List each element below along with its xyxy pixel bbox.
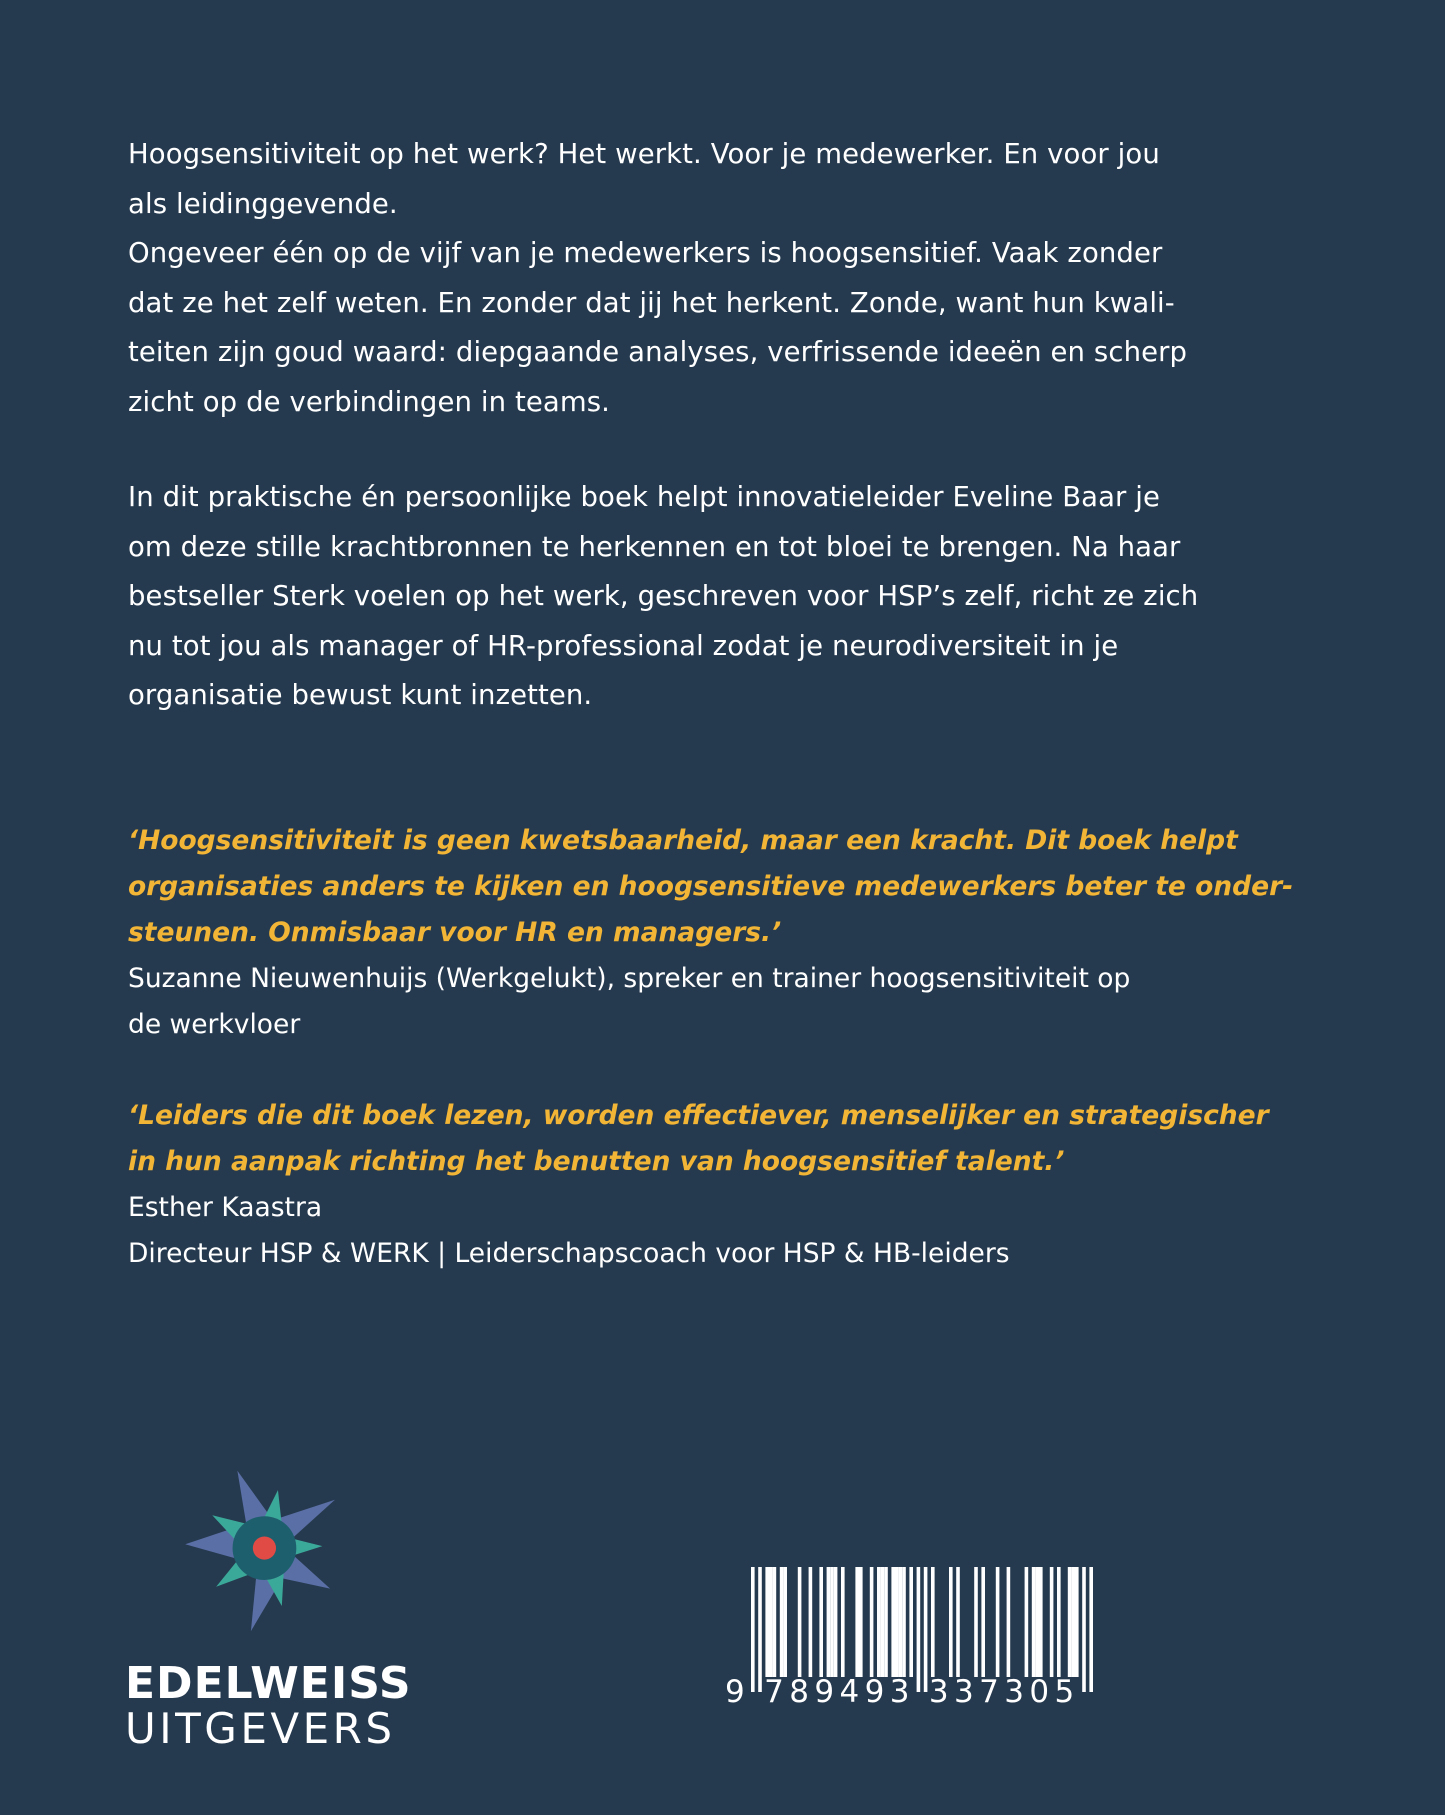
isbn-barcode (725, 1565, 1105, 1740)
barcode-bar (1039, 1567, 1043, 1677)
endorsement-quote: ‘Hoogsensitiviteit is geen kwetsbaarheid, maar een kracht. Dit boek helpt organisaties anders te kijken en hoogsensitieve medewerkers beter te onder- steunen. Onmisbaar voor HR en managers.’ (128, 825, 1294, 948)
barcode-bar (827, 1567, 831, 1677)
barcode-bar (1071, 1567, 1075, 1677)
endorsement-author: Suzanne Nieuwenhuijs (Werkgelukt), spreker en trainer hoogsensitiviteit op de werkvloer (128, 963, 1131, 1040)
barcode-bar (834, 1567, 838, 1677)
barcode-bar (917, 1567, 921, 1692)
barcode-bar (974, 1567, 978, 1677)
barcode-bar (1007, 1567, 1011, 1677)
barcode-bar (1082, 1567, 1086, 1692)
barcode-bar (769, 1567, 773, 1677)
barcode-bar (924, 1567, 928, 1692)
barcode-bar (884, 1567, 888, 1677)
barcode-bar (1050, 1567, 1054, 1677)
endorsement-1 (128, 818, 1328, 1048)
barcode-bar (765, 1567, 769, 1677)
barcode-bar (909, 1567, 913, 1677)
barcode-bar (1032, 1567, 1036, 1677)
barcode-bar (881, 1567, 885, 1677)
endorsement-quote: ‘Leiders die dit boek lezen, worden effectiever, menselijker en strategischer in hun aanpak richting het benutten van hoogsensitief talent.’ (128, 1100, 1269, 1177)
barcode-bar (996, 1567, 1000, 1677)
barcode-bar (773, 1567, 777, 1677)
endorsement-author: Esther Kaastra Directeur HSP & WERK | Leiderschapscoach voor HSP & HB-leiders (128, 1192, 1010, 1269)
description-text-2: In dit praktische én persoonlijke boek helpt innovatieleider Eveline Baar je om deze stille krachtbronnen te herkennen en tot bloei te brengen. Na haar bestseller Sterk voelen op het werk, geschreven voor HSP’s zelf, richt ze zich nu tot jou als manager of HR-professional zodat je neurodiversiteit in je organisatie bewust kunt inzetten. (128, 481, 1199, 711)
barcode-bar (809, 1567, 813, 1677)
barcode-bar (1068, 1567, 1072, 1677)
barcode-bar (783, 1567, 787, 1677)
barcode-bar (956, 1567, 960, 1677)
barcode-bar (819, 1567, 823, 1677)
description-paragraph-2 (128, 473, 1328, 721)
description-paragraph-1 (128, 130, 1328, 427)
barcode-bar (1025, 1567, 1029, 1677)
barcode-bar (798, 1567, 802, 1677)
barcode-digits (725, 1675, 1095, 1709)
barcode-bar (902, 1567, 906, 1677)
barcode-bar (891, 1567, 895, 1677)
endorsement-2 (128, 1093, 1328, 1277)
description-text-1: Hoogsensitiviteit op het werk? Het werkt. Voor je medewerker. En voor jou als leidinggevende. Ongeveer één op de vijf van je medewerkers is hoogsensitief. Vaak zonder dat ze het zelf weten. En zonder dat jij het herkent. Zonde, want hun kwali- teiten zijn goud waard: diepgaande analyses, verfrissende ideeën en scherp zicht op de verbindingen in teams. (128, 138, 1188, 418)
edelweiss-star-icon (180, 1465, 345, 1635)
barcode-bar (949, 1567, 953, 1677)
barcode-bar (870, 1567, 874, 1677)
barcode-bar (1089, 1567, 1093, 1692)
barcode-bar (758, 1567, 762, 1692)
barcode-bar (1035, 1567, 1039, 1677)
barcode-bar (895, 1567, 899, 1677)
publisher-logo (125, 1460, 425, 1760)
barcode-bar (877, 1567, 881, 1677)
barcode-bar (841, 1567, 845, 1677)
barcode-bar (981, 1567, 985, 1677)
barcode-bar (1057, 1567, 1061, 1677)
barcode-bar (931, 1567, 935, 1677)
barcode-bar (855, 1567, 859, 1677)
barcode-digits-right: 337305 (928, 1674, 1080, 1710)
barcode-bar (899, 1567, 903, 1677)
barcode-digit-first: 9 (725, 1674, 751, 1710)
barcode-bar (859, 1567, 863, 1677)
publisher-name: EDELWEISS (125, 1658, 412, 1709)
publisher-subtitle: UITGEVERS (125, 1704, 396, 1753)
logo-dot (253, 1536, 276, 1559)
barcode-bar (830, 1567, 834, 1677)
barcode-bar (1075, 1567, 1079, 1677)
barcode-digits-left: 789493 (764, 1674, 915, 1710)
barcode-bar (751, 1567, 755, 1692)
barcode-bar (780, 1567, 784, 1677)
